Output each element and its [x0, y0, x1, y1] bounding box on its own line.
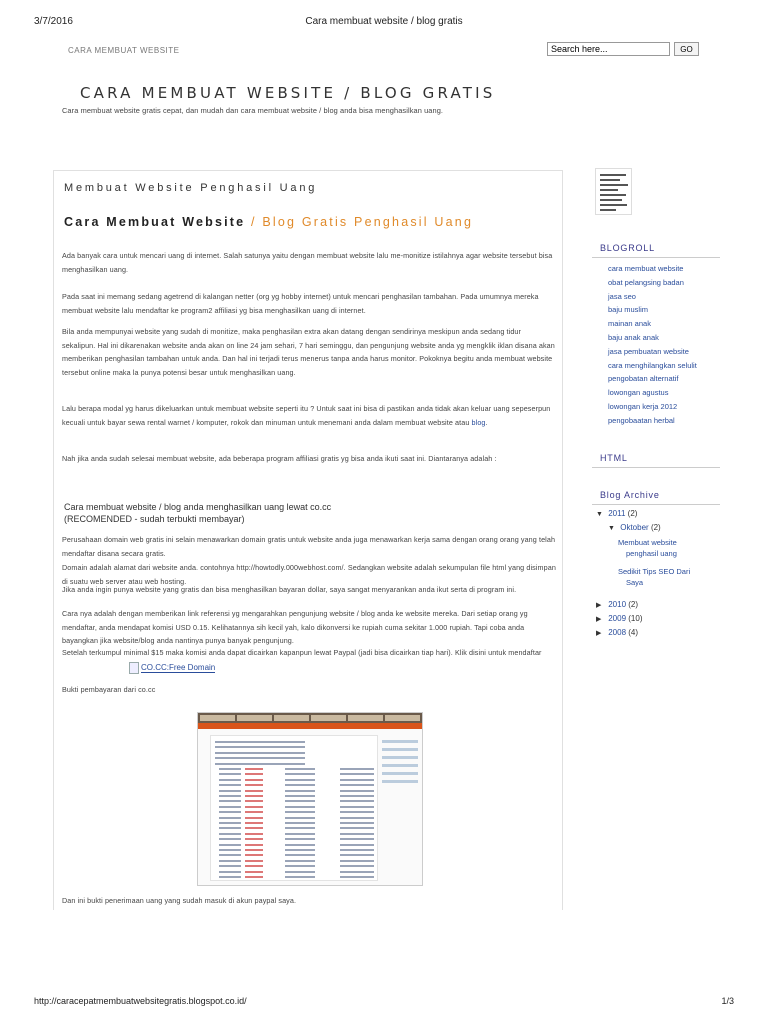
archive-title: Blog Archive	[600, 490, 660, 500]
broken-image-icon	[129, 662, 139, 674]
coc-banner-alt: CO.CC:Free Domain	[141, 663, 216, 672]
screenshot-row	[215, 751, 373, 755]
print-footer	[34, 996, 734, 1008]
screenshot-tabs	[198, 713, 422, 723]
blogroll-link[interactable]: jasa pembuatan website	[608, 346, 689, 356]
post-heading-separator: /	[245, 215, 263, 229]
post-paragraph: Jika anda ingin punya website yang gratis dan bisa menghasilkan bayaran dollar, saya sangat menyarankan anda ikut serta di program ini.	[62, 585, 517, 594]
post-paragraph: Bila anda mempunyai website yang sudah di monitize, maka penghasilan extra akan datang dengan sendirinya meskipun anda sedang tidur sekalipun. Hal ini dikarenakan website anda akan on line 24 jam sehari, 7 hari seminggu, dan pengunjung website anda yg mengklik iklan disana akan memberikan penghasilan tambahan untuk anda. Dan hal ini terjadi terus menerus tanpa anda harus monitor. Pokoknya begitu anda membuat website tersebut online maka la punya potensi besar untuk menghasilkan uang.	[62, 327, 555, 377]
screenshot-nav	[198, 723, 422, 729]
archive-count: (10)	[628, 614, 643, 623]
blog-title: CARA MEMBUAT WEBSITE / BLOG GRATIS	[80, 84, 496, 102]
screenshot-row	[215, 772, 373, 776]
screenshot-row	[215, 789, 373, 793]
screenshot-row	[215, 826, 373, 830]
blogroll-link[interactable]: pengobatan alternatif	[608, 374, 679, 384]
screenshot-row	[215, 859, 373, 863]
archive-year-link[interactable]: 2010	[608, 600, 627, 609]
blogroll-link[interactable]: lowongan kerja 2012	[608, 401, 678, 411]
divider	[592, 504, 720, 505]
blogroll-link[interactable]: lowongan agustus	[608, 388, 669, 398]
triangle-right-icon[interactable]: ▶	[596, 602, 602, 609]
screenshot-row	[215, 837, 373, 841]
screenshot-table	[210, 735, 378, 881]
archive-post-link[interactable]	[618, 566, 690, 588]
archive-post-line: Membuat website	[618, 538, 677, 547]
post-heading-subtitle: Blog Gratis Penghasil Uang	[262, 215, 474, 229]
blogroll-link[interactable]: baju anak anak	[608, 332, 659, 342]
blog-link[interactable]: blog	[471, 417, 486, 427]
blog-description: Cara membuat website gratis cepat, dan mudah dan cara membuat website / blog anda bisa menghasilkan uang.	[62, 106, 444, 115]
archive-count: (2)	[627, 509, 638, 518]
post-paragraph: Dan ini bukti penerimaan uang yang sudah masuk di akun paypal saya.	[62, 896, 297, 905]
screenshot-row	[215, 848, 373, 852]
screenshot-row	[215, 821, 373, 825]
archive-year-2009[interactable]	[596, 614, 643, 623]
archive-month-link[interactable]: Oktober	[620, 523, 649, 532]
post-paragraph: Cara nya adalah dengan memberikan link referensi yg mengarahkan pengunjung website / blog anda ke website mereka. Dari setiap orang yg mendaftar, anda mendapat komisi USD 0.15. Kelihatannya sih kecil yah, kalo dikonversi ke rupiah cuma sekitar 1.000 rupiah. Tapi coba anda bayangkan jika website/blog anda nantinya punya banyak pengunjung.	[62, 609, 528, 645]
post-paragraph: Pada saat ini memang sedang agetrend di kalangan netter (org yg hobby internet) untuk mencari penghasilan tambahan. Pada umumnya mereka membuat website lalu mendaftar ke program2 affiliasi yg bisa menghasilkan uang di internet.	[62, 292, 539, 315]
nav-home-link[interactable]: CARA MEMBUAT WEBSITE	[68, 46, 180, 55]
archive-post-line: Saya	[626, 578, 644, 587]
blogroll-list	[608, 262, 697, 428]
blogroll-link[interactable]: pengobaatan herbal	[608, 415, 675, 425]
screenshot-sidebar	[382, 735, 418, 795]
triangle-right-icon[interactable]: ▶	[596, 616, 602, 623]
post-paragraph-text: .	[485, 417, 488, 427]
archive-post-line: Sedikit Tips SEO Dari	[618, 567, 691, 576]
archive-count: (2)	[650, 523, 661, 532]
print-title: Cara membuat website / blog gratis	[305, 16, 463, 27]
archive-year-link[interactable]: 2011	[608, 509, 626, 518]
screenshot-row	[215, 762, 373, 766]
archive-year-2010[interactable]	[596, 600, 638, 609]
screenshot-row	[215, 778, 373, 782]
section-heading: Cara membuat website / blog anda menghasilkan uang lewat co.cc	[64, 502, 332, 512]
divider	[592, 467, 720, 468]
screenshot-row	[215, 805, 373, 809]
post-paragraph	[62, 402, 556, 429]
html-widget-title: HTML	[600, 453, 628, 463]
screenshot-row	[215, 843, 373, 847]
blogroll-link[interactable]: baju muslim	[608, 305, 649, 315]
screenshot-row	[215, 756, 373, 760]
post-paragraph: Setelah terkumpul minimal $15 maka komisi anda dapat dicairkan kapanpun lewat Paypal (jadi bisa dicairkan tiap hari). Klik disini untuk mendaftar	[62, 648, 542, 657]
print-date: 3/7/2016	[34, 16, 73, 27]
print-url: http://caracepatmembuatwebsitegratis.blogspot.co.id/	[34, 996, 247, 1006]
payment-proof-screenshot	[197, 712, 423, 886]
screenshot-row	[215, 810, 373, 814]
post-paragraph: Perusahaan domain web gratis ini selain menawarkan domain gratis untuk website anda juga menawarkan kerja sama dengan orang orang yang telah mendaftar disana secara gratis.	[62, 535, 556, 558]
sidebar-thumbnail[interactable]	[595, 168, 632, 215]
screenshot-row	[215, 875, 373, 879]
section-subheading: (RECOMENDED - sudah terbukti membayar)	[64, 514, 245, 524]
archive-post-link[interactable]	[618, 537, 677, 559]
post-paragraph: Nah jika anda sudah selesai membuat website, ada beberapa program affiliasi gratis yg bisa anda ikuti saat ini. Diantaranya adalah :	[62, 454, 497, 463]
archive-year-2011[interactable]	[596, 509, 637, 518]
archive-count: (4)	[628, 628, 639, 637]
blogroll-link[interactable]: cara membuat website	[608, 264, 684, 273]
screenshot-row	[215, 853, 373, 857]
screenshot-row	[215, 767, 373, 771]
divider	[592, 257, 720, 258]
archive-count: (2)	[628, 600, 639, 609]
archive-post-line: penghasil uang	[626, 549, 677, 558]
proof-label: Bukti pembayaran dari co.cc	[62, 685, 156, 694]
archive-year-link[interactable]: 2009	[608, 614, 627, 623]
search-input[interactable]	[547, 42, 670, 56]
screenshot-row	[215, 745, 373, 749]
triangle-down-icon[interactable]: ▼	[596, 511, 603, 518]
coc-banner-link[interactable]	[129, 662, 215, 674]
triangle-right-icon[interactable]: ▶	[596, 630, 602, 637]
triangle-down-icon[interactable]: ▼	[608, 525, 615, 532]
blogroll-link[interactable]: jasa seo	[608, 291, 636, 301]
blogroll-link[interactable]: mainan anak	[608, 319, 651, 329]
screenshot-row	[215, 799, 373, 803]
post-paragraph: Ada banyak cara untuk mencari uang di internet. Salah satunya yaitu dengan membuat website lalu me-monitize istilahnya agar website tersebut bisa menghasilkan uang.	[62, 251, 553, 274]
screenshot-row	[215, 816, 373, 820]
post-title: Membuat Website Penghasil Uang	[64, 182, 318, 194]
post-paragraph: Domain adalah alamat dari website anda. contohnya http://howtodly.000webhost.com/. Sedangkan website adalah sekumpulan file html yang disimpan di suatu web server atau web hosting.	[62, 563, 556, 586]
archive-month-oktober[interactable]	[608, 523, 661, 532]
screenshot-row	[215, 740, 373, 744]
print-page-number: 1/3	[721, 996, 734, 1006]
blogroll-link[interactable]: obat pelangsing badan	[608, 277, 684, 287]
screenshot-row	[215, 783, 373, 787]
screenshot-row	[215, 864, 373, 868]
post-heading	[64, 215, 473, 229]
search-form	[547, 42, 699, 56]
screenshot-row	[215, 870, 373, 874]
print-header	[34, 16, 734, 30]
screenshot-row	[215, 832, 373, 836]
archive-year-link[interactable]: 2008	[608, 628, 627, 637]
search-go-button[interactable]: GO	[674, 42, 699, 56]
blogroll-title: BLOGROLL	[600, 243, 655, 253]
blogroll-link[interactable]: cara menghilangkan selulit	[608, 360, 697, 370]
post-paragraph-text: Lalu berapa modal yg harus dikeluarkan untuk membuat website seperti itu ? Untuk saat ini bisa di pastikan anda tidak akan keluar uang sepeserpun kecuali untuk bayar sewa rental warnet / komputer, rokok dan minuman untuk menemani anda dalam membuat website atau	[62, 404, 551, 427]
archive-year-2008[interactable]	[596, 628, 638, 637]
screenshot-row	[215, 794, 373, 798]
post-heading-bold: Cara Membuat Website	[64, 215, 246, 229]
